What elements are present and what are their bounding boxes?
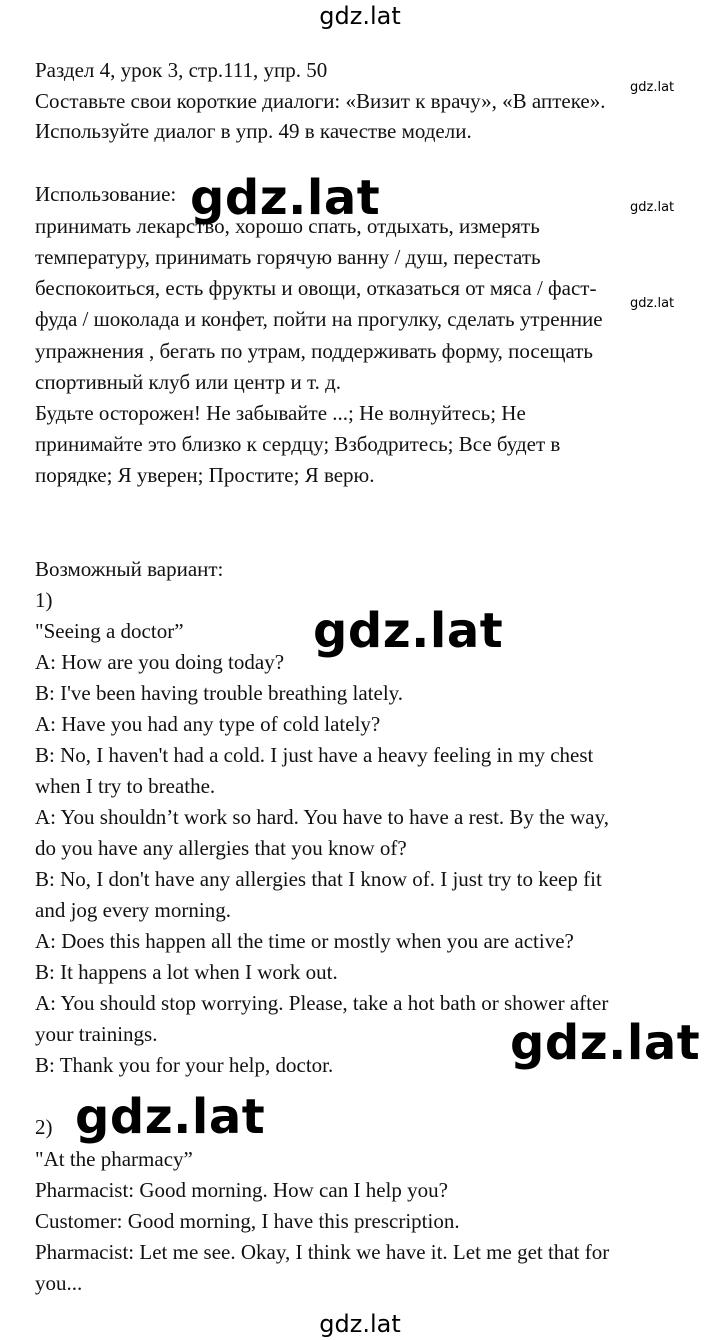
- watermark-large: gdz.lat: [313, 603, 504, 659]
- dialogue-1-line: A: Have you had any type of cold lately?: [35, 712, 381, 736]
- usage-line-5: упражнения , бегать по утрам, поддерживать форму, посещать: [35, 339, 593, 363]
- dialogue-1-line: A: You shouldn’t work so hard. You have to have a rest. By the way,: [35, 805, 609, 829]
- usage-line-3: беспокоиться, есть фрукты и овощи, отказаться от мяса / фаст-: [35, 276, 597, 300]
- dialogue-1-title: "Seeing a doctor”: [35, 619, 184, 643]
- dialogue-1-line: do you have any allergies that you know of?: [35, 836, 407, 860]
- usage-line-1: принимать лекарство, хорошо спать, отдыхать, измерять: [35, 214, 540, 238]
- dialogue-1-line: A: You should stop worrying. Please, take a hot bath or shower after: [35, 991, 609, 1015]
- watermark-large: gdz.lat: [75, 1089, 266, 1145]
- dialogue-2-line: Pharmacist: Let me see. Okay, I think we have it. Let me get that for: [35, 1240, 610, 1264]
- dialogue-1-line: your trainings.: [35, 1022, 158, 1046]
- dialogue-1-line: B: I've been having trouble breathing lately.: [35, 681, 404, 705]
- usage-line-6: спортивный клуб или центр и т. д.: [35, 370, 341, 394]
- task-line-1: Составьте свои короткие диалоги: «Визит к врачу», «В аптеке».: [35, 89, 606, 113]
- dialogue-1-line: B: No, I haven't had a cold. I just have a heavy feeling in my chest: [35, 743, 594, 767]
- lesson-heading: Раздел 4, урок 3, стр.111, упр. 50: [35, 58, 328, 82]
- watermark-bottom: gdz.lat: [319, 1310, 401, 1338]
- dialogue-1-number: 1): [35, 588, 53, 612]
- usage-line-2: температуру, принимать горячую ванну / душ, перестать: [35, 245, 541, 269]
- watermark-large: gdz.lat: [510, 1015, 701, 1071]
- phrases-line-1: Будьте осторожен! Не забывайте ...; Не волнуйтесь; Не: [35, 401, 526, 425]
- phrases-line-2: принимайте это близко к сердцу; Взбодритесь; Все будет в: [35, 432, 561, 456]
- dialogue-2-line: Customer: Good morning, I have this prescription.: [35, 1209, 460, 1233]
- watermark-small: gdz.lat: [630, 200, 675, 215]
- dialogue-1-line: when I try to breathe.: [35, 774, 216, 798]
- dialogue-1-line: B: Thank you for your help, doctor.: [35, 1053, 334, 1077]
- dialogue-1-line: B: It happens a lot when I work out.: [35, 960, 338, 984]
- dialogue-2-line: Pharmacist: Good morning. How can I help you?: [35, 1178, 448, 1202]
- dialogue-2-line: you...: [35, 1271, 83, 1295]
- watermark-small: gdz.lat: [630, 296, 675, 311]
- phrases-line-3: порядке; Я уверен; Простите; Я верю.: [35, 463, 375, 487]
- variant-heading: Возможный вариант:: [35, 557, 224, 581]
- usage-heading: Использование:: [35, 182, 177, 206]
- usage-line-4: фуда / шоколада и конфет, пойти на прогулку, сделать утренние: [35, 307, 603, 331]
- dialogue-1-line: B: No, I don't have any allergies that I know of. I just try to keep fit: [35, 867, 602, 891]
- dialogue-1-line: A: Does this happen all the time or mostly when you are active?: [35, 929, 574, 953]
- dialogue-2-title: "At the pharmacy”: [35, 1147, 193, 1171]
- dialogue-2-number: 2): [35, 1115, 53, 1139]
- dialogue-1-line: and jog every morning.: [35, 898, 231, 922]
- watermark-large: gdz.lat: [190, 170, 381, 226]
- dialogue-1-line: A: How are you doing today?: [35, 650, 285, 674]
- task-line-2: Используйте диалог в упр. 49 в качестве модели.: [35, 119, 472, 143]
- watermark-top: gdz.lat: [319, 2, 401, 30]
- watermark-small: gdz.lat: [630, 80, 675, 95]
